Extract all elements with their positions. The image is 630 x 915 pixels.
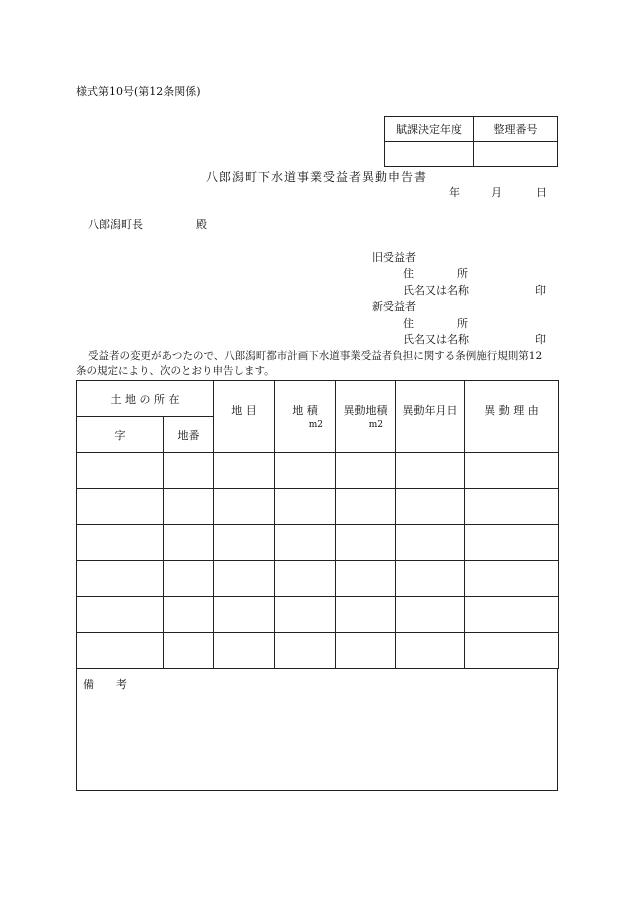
cell-chiban[interactable] <box>164 525 214 561</box>
header-chimoku-text: 地 目 <box>231 404 257 417</box>
cell-chimoku[interactable] <box>214 597 275 633</box>
table-row <box>77 597 559 633</box>
header-ido-chiseki-text: 異動地積 <box>343 404 388 417</box>
cell-chiseki[interactable] <box>275 633 336 669</box>
header-chimoku <box>214 381 275 453</box>
cell-ido-chiseki[interactable] <box>336 525 396 561</box>
new-seal-mark: 印 <box>535 333 546 346</box>
reference-number-field[interactable] <box>474 142 558 167</box>
table-row <box>77 633 559 669</box>
old-address-label-b: 所 <box>457 267 468 280</box>
old-beneficiary-heading: 旧受益者 <box>372 251 416 264</box>
table-row <box>77 525 559 561</box>
table-row <box>77 489 559 525</box>
cell-aza[interactable] <box>77 525 164 561</box>
cell-chiban[interactable] <box>164 633 214 669</box>
table-row <box>77 561 559 597</box>
land-table <box>76 380 559 669</box>
addressee-honorific: 殿 <box>196 218 207 231</box>
cell-chiban[interactable] <box>164 489 214 525</box>
reference-number-label: 整理番号 <box>474 117 558 142</box>
header-ido-date <box>396 381 465 453</box>
new-address-label-b: 所 <box>457 317 468 330</box>
fiscal-year-label: 賦課決定年度 <box>385 117 474 142</box>
cell-ido-date[interactable] <box>396 525 465 561</box>
table-row <box>77 453 559 489</box>
cell-chimoku[interactable] <box>214 489 275 525</box>
cell-chimoku[interactable] <box>214 453 275 489</box>
cell-aza[interactable] <box>77 561 164 597</box>
header-ido-chiseki-unit: m2 <box>368 420 383 430</box>
fiscal-box <box>384 116 558 167</box>
cell-ido-date[interactable] <box>396 561 465 597</box>
date-year: 年 <box>449 186 460 199</box>
body-text-line2: 条の規定により、次のとおり申告します。 <box>76 365 275 377</box>
header-chiseki <box>275 381 336 453</box>
old-seal-mark: 印 <box>535 284 546 297</box>
addressee-name: 八郎潟町長 <box>88 218 143 231</box>
new-address-label-a: 住 <box>403 317 414 330</box>
header-location: 土 地 の 所 在 <box>77 381 214 417</box>
header-ido-reason <box>465 381 559 453</box>
old-name-label: 氏名又は名称 <box>403 284 469 297</box>
cell-ido-date[interactable] <box>396 597 465 633</box>
date-day: 日 <box>536 186 547 199</box>
remarks-label: 備 考 <box>83 678 127 691</box>
cell-chiseki[interactable] <box>275 489 336 525</box>
fiscal-year-field[interactable] <box>385 142 474 167</box>
form-number: 様式第10号(第12条関係) <box>76 85 201 98</box>
cell-ido-reason[interactable] <box>465 561 559 597</box>
cell-aza[interactable] <box>77 489 164 525</box>
cell-aza[interactable] <box>77 453 164 489</box>
document-title: 八郎潟町下水道事業受益者異動申告書 <box>206 170 428 184</box>
cell-ido-reason[interactable] <box>465 633 559 669</box>
cell-ido-chiseki[interactable] <box>336 597 396 633</box>
cell-aza[interactable] <box>77 597 164 633</box>
new-name-label: 氏名又は名称 <box>403 333 469 346</box>
cell-ido-reason[interactable] <box>465 453 559 489</box>
cell-ido-chiseki[interactable] <box>336 561 396 597</box>
cell-ido-chiseki[interactable] <box>336 453 396 489</box>
remarks-box[interactable] <box>76 669 558 791</box>
date-month: 月 <box>491 186 502 199</box>
cell-ido-date[interactable] <box>396 489 465 525</box>
header-ido-chiseki <box>336 381 396 453</box>
cell-ido-reason[interactable] <box>465 525 559 561</box>
cell-chimoku[interactable] <box>214 633 275 669</box>
cell-chiseki[interactable] <box>275 525 336 561</box>
body-text-line1: 受益者の変更があつたので、八郎潟町都市計画下水道事業受益者負担に関する条例施行規則第12 <box>88 350 543 362</box>
cell-chiban[interactable] <box>164 561 214 597</box>
cell-ido-reason[interactable] <box>465 597 559 633</box>
cell-chimoku[interactable] <box>214 561 275 597</box>
cell-chiban[interactable] <box>164 453 214 489</box>
cell-chiseki[interactable] <box>275 453 336 489</box>
cell-aza[interactable] <box>77 633 164 669</box>
new-beneficiary-heading: 新受益者 <box>372 300 416 313</box>
cell-ido-date[interactable] <box>396 633 465 669</box>
old-address-label-a: 住 <box>403 267 414 280</box>
cell-chimoku[interactable] <box>214 525 275 561</box>
header-chiseki-unit: m2 <box>308 420 323 430</box>
header-chiseki-text: 地 積 <box>292 404 318 417</box>
cell-chiseki[interactable] <box>275 561 336 597</box>
cell-ido-reason[interactable] <box>465 489 559 525</box>
cell-chiban[interactable] <box>164 597 214 633</box>
header-chiban: 地番 <box>164 417 214 453</box>
header-ido-date-text: 異動年月日 <box>402 404 458 417</box>
cell-ido-chiseki[interactable] <box>336 633 396 669</box>
header-ido-reason-text: 異 動 理 由 <box>484 404 539 417</box>
cell-ido-date[interactable] <box>396 453 465 489</box>
cell-ido-chiseki[interactable] <box>336 489 396 525</box>
cell-chiseki[interactable] <box>275 597 336 633</box>
header-aza: 字 <box>77 417 164 453</box>
